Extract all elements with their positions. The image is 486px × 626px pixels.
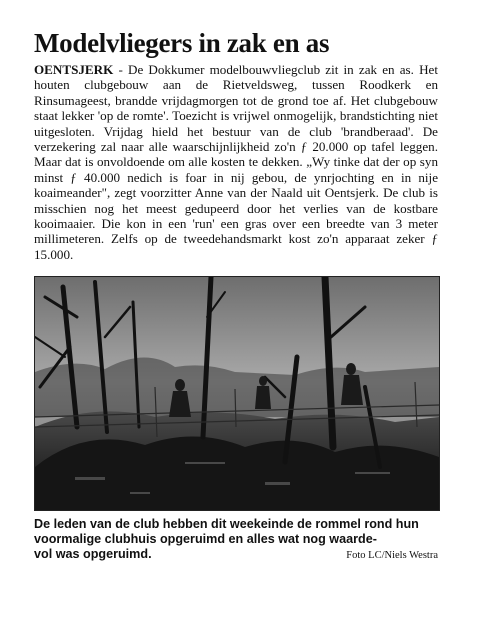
news-photo xyxy=(34,276,440,511)
caption-row xyxy=(34,547,438,563)
caption-line-1: De leden van de club hebben dit weekeinde de rommel rond hun voormalige clubhuis opgeruimd en alles wat nog waarde- xyxy=(34,517,419,547)
headline: Modelvliegers in zak en as xyxy=(34,28,330,58)
article-body xyxy=(34,62,438,262)
photo-credit: Foto LC/Niels Westra xyxy=(346,550,438,562)
photo-caption xyxy=(34,517,438,563)
caption-line-2: vol was opgeruimd. xyxy=(34,547,152,562)
article-text: - De Dokkumer modelbouwvliegclub zit in zak en as. Het houten clubgebouw aan de Rietveldsweg, tussen Roodkerk en Rinsumageest, brandde vrijdagmorgen tot de grond toe af. Het clubgebouw staat lekker 'op de romte'. Toezicht is vrijwel onmogelijk, brandstichting niet uitgesloten. Vrijdag hield het bestuur van de club 'brandberaad'. De verzekering zal naar alle waarschijnlijkheid zo'n ƒ 20.000 op tafel leggen. Maar dat is onvoldoende om alle kosten te dekken. „Wy tinke dat der op syn minst ƒ 40.000 nedich is foar in nij gebou, de ynrjochting en in nije koaimeander", zegt voorzitter Anne van der Naald uit Oentsjerk. De club is misschien nog het meest gedupeerd door het verlies van de kostbare kooimaaier. Die kon in een 'run' een gras over een breedte van 3 meter millimeteren. Zelfs op de tweedehandsmarkt kost zo'n apparaat zeker ƒ 15.000. xyxy=(34,62,438,262)
dateline: OENTSJERK xyxy=(34,62,114,77)
newspaper-clipping xyxy=(34,28,438,563)
